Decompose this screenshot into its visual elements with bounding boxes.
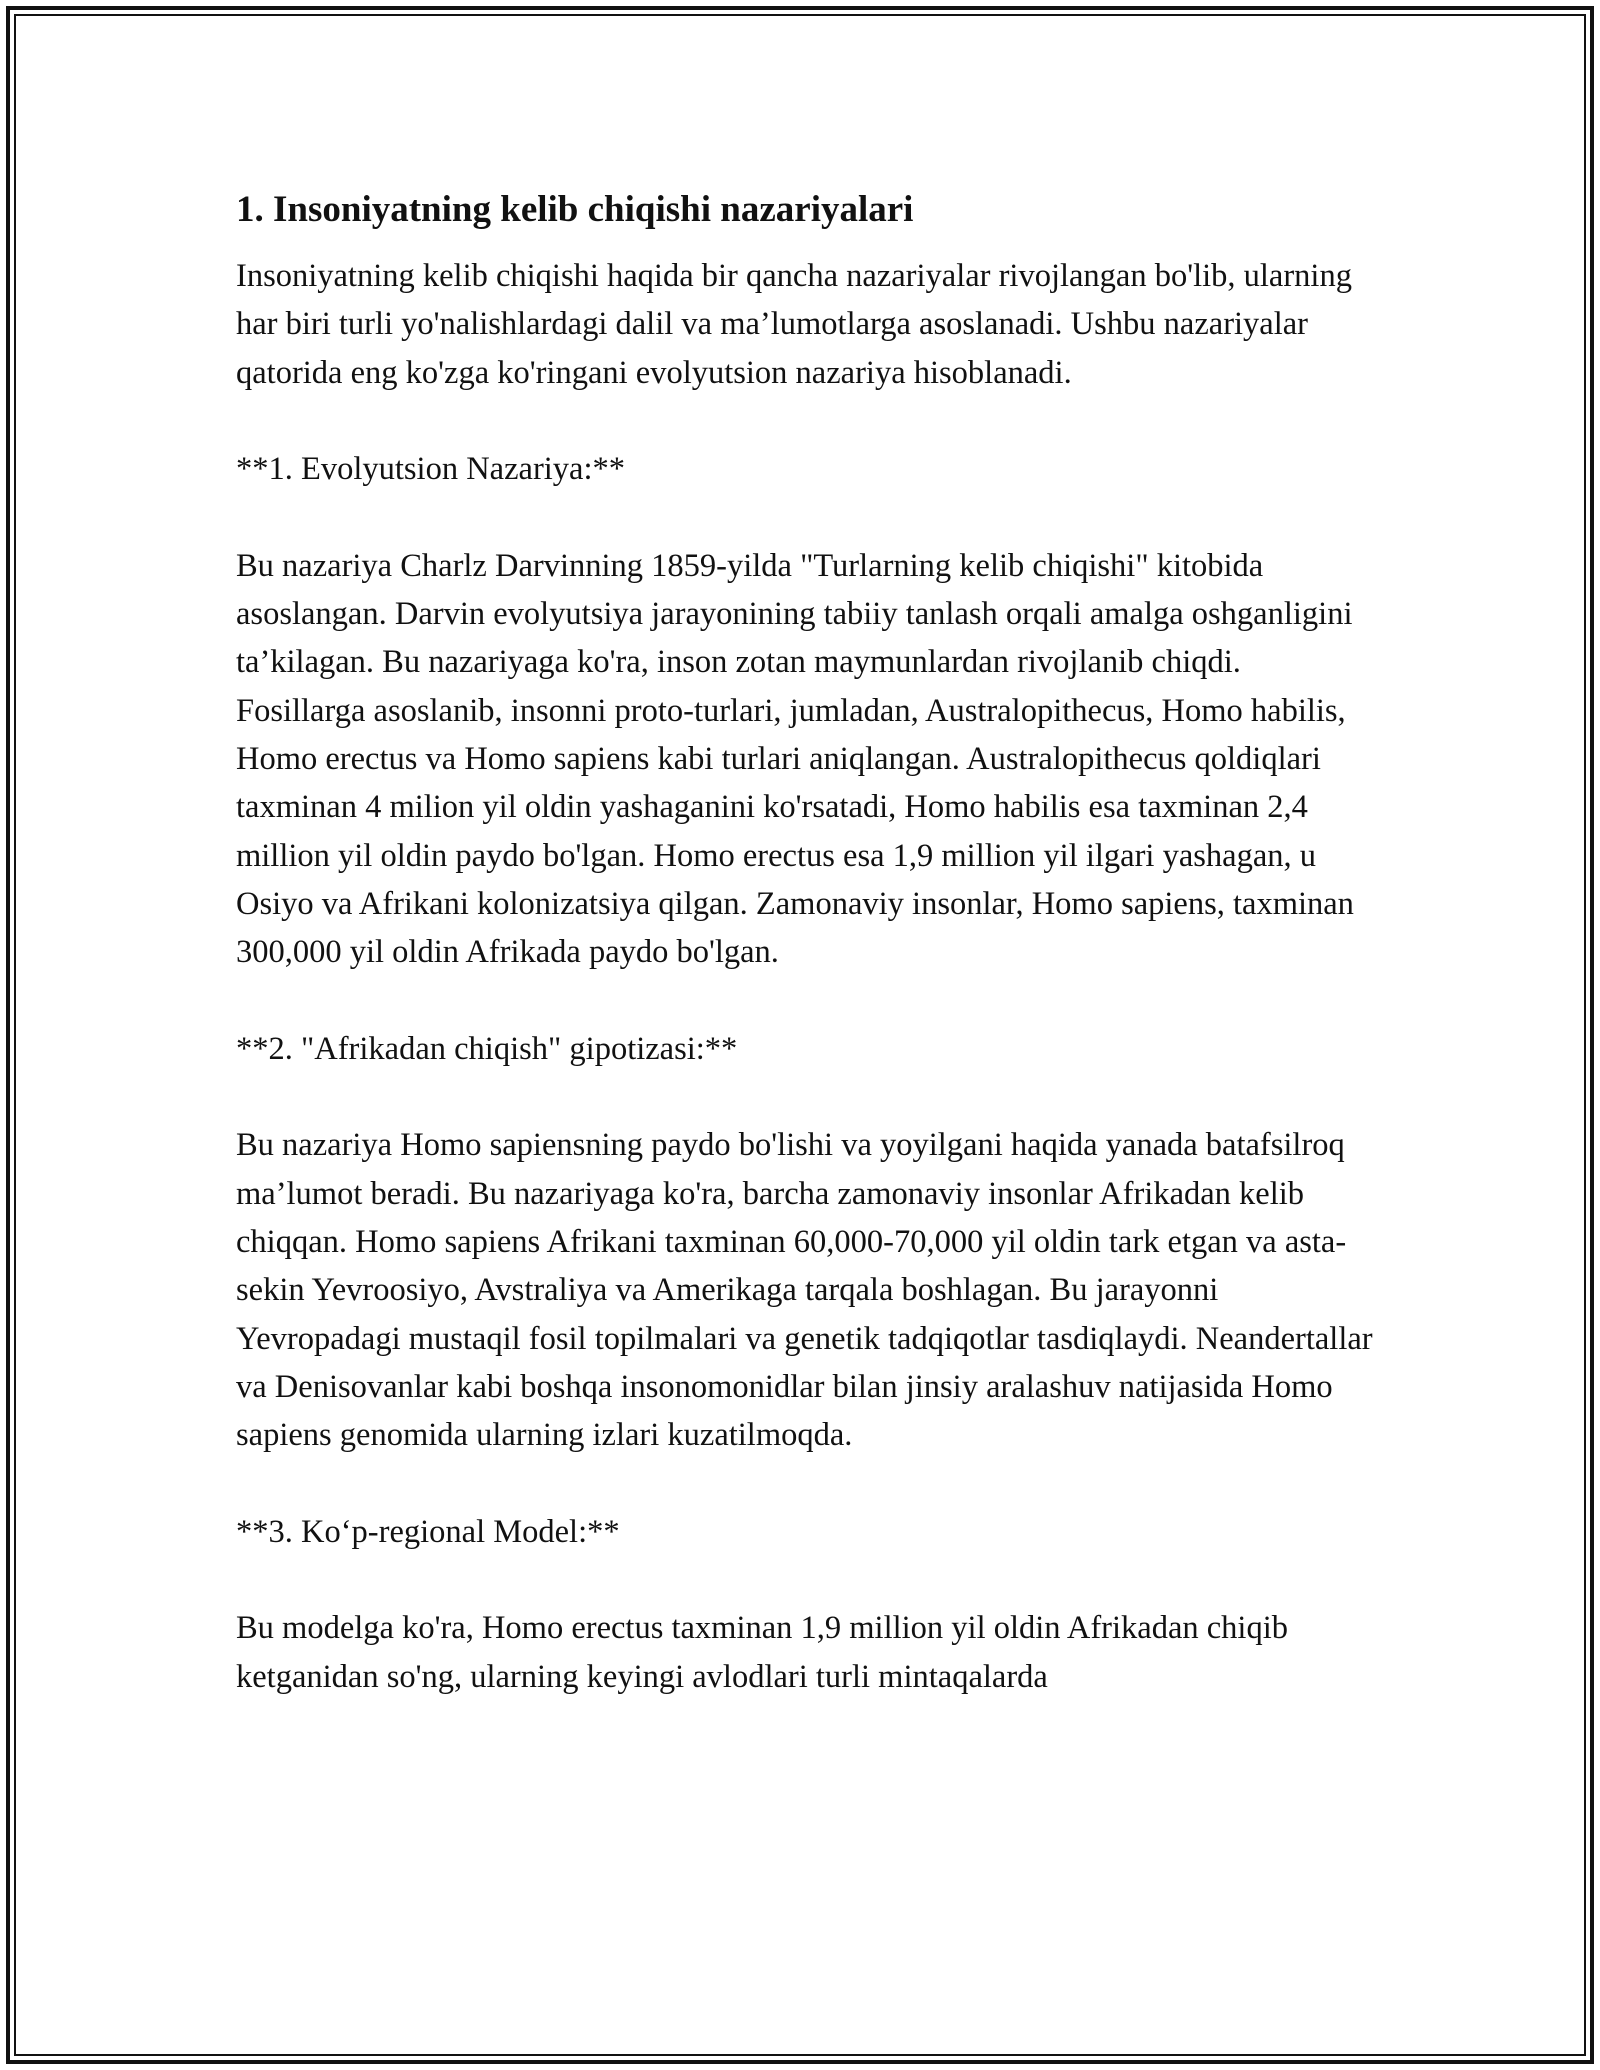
section-heading: 1. Insoniyatning kelib chiqishi nazariyalari xyxy=(236,189,914,230)
subheading-evolution-theory: **1. Evolyutsion Nazariya:** xyxy=(236,451,626,488)
intro-paragraph: Insoniyatning kelib chiqishi haqida bir qancha nazariyalar rivojlangan bo'lib, ularning har biri turli yo'nalishlardagi dalil va ma’lumotlarga asoslanadi. Ushbu nazariyalar qatorida eng ko'zga ko'ringani evolyutsion nazariya hisoblanadi. xyxy=(236,258,1352,391)
subheading-out-of-africa: **2. "Afrikadan chiqish" gipotizasi:** xyxy=(236,1030,738,1067)
subheading-multiregional-model: **3. Koʻp-regional Model:** xyxy=(236,1513,620,1550)
document-body xyxy=(236,186,1376,1749)
multiregional-model-paragraph: Bu modelga ko'ra, Homo erectus taxminan 1,9 million yil oldin Afrikadan chiqib ketganidan so'ng, ularning keyingi avlodlari turli mintaqalarda xyxy=(236,1610,1288,1695)
out-of-africa-paragraph: Bu nazariya Homo sapiensning paydo bo'lishi va yoyilgani haqida yanada batafsilroq ma’lumot beradi. Bu nazariyaga ko'ra, barcha zamonaviy insonlar Afrikadan kelib chiqqan. Homo sapiens Afrikani taxminan 60,000-70,000 yil oldin tark etgan va asta-sekin Yevroosiyo, Avstraliya va Amerikaga tarqala boshlagan. Bu jarayonni Yevropadagi mustaqil fosil topilmalari va genetik tadqiqotlar tasdiqlaydi. Neandertallar va Denisovanlar kabi boshqa insonomonidlar bilan jinsiy aralashuv natijasida Homo sapiens genomida ularning izlari kuzatilmoqda. xyxy=(236,1127,1373,1454)
evolution-theory-paragraph: Bu nazariya Charlz Darvinning 1859-yilda "Turlarning kelib chiqishi" kitobida asoslangan. Darvin evolyutsiya jarayonining tabiiy tanlash orqali amalga oshganligini ta’kilagan. Bu nazariyaga ko'ra, inson zotan maymunlardan rivojlanib chiqdi. Fosillarga asoslanib, insonni proto-turlari, jumladan, Australopithecus, Homo habilis, Homo erectus va Homo sapiens kabi turlari aniqlangan. Australopithecus qoldiqlari taxminan 4 milion yil oldin yashaganini ko'rsatadi, Homo habilis esa taxminan 2,4 million yil oldin paydo bo'lgan. Homo erectus esa 1,9 million yil ilgari yashagan, u Osiyo va Afrikani kolonizatsiya qilgan. Zamonaviy insonlar, Homo sapiens, taxminan 300,000 yil oldin Afrikada paydo bo'lgan. xyxy=(236,547,1354,971)
